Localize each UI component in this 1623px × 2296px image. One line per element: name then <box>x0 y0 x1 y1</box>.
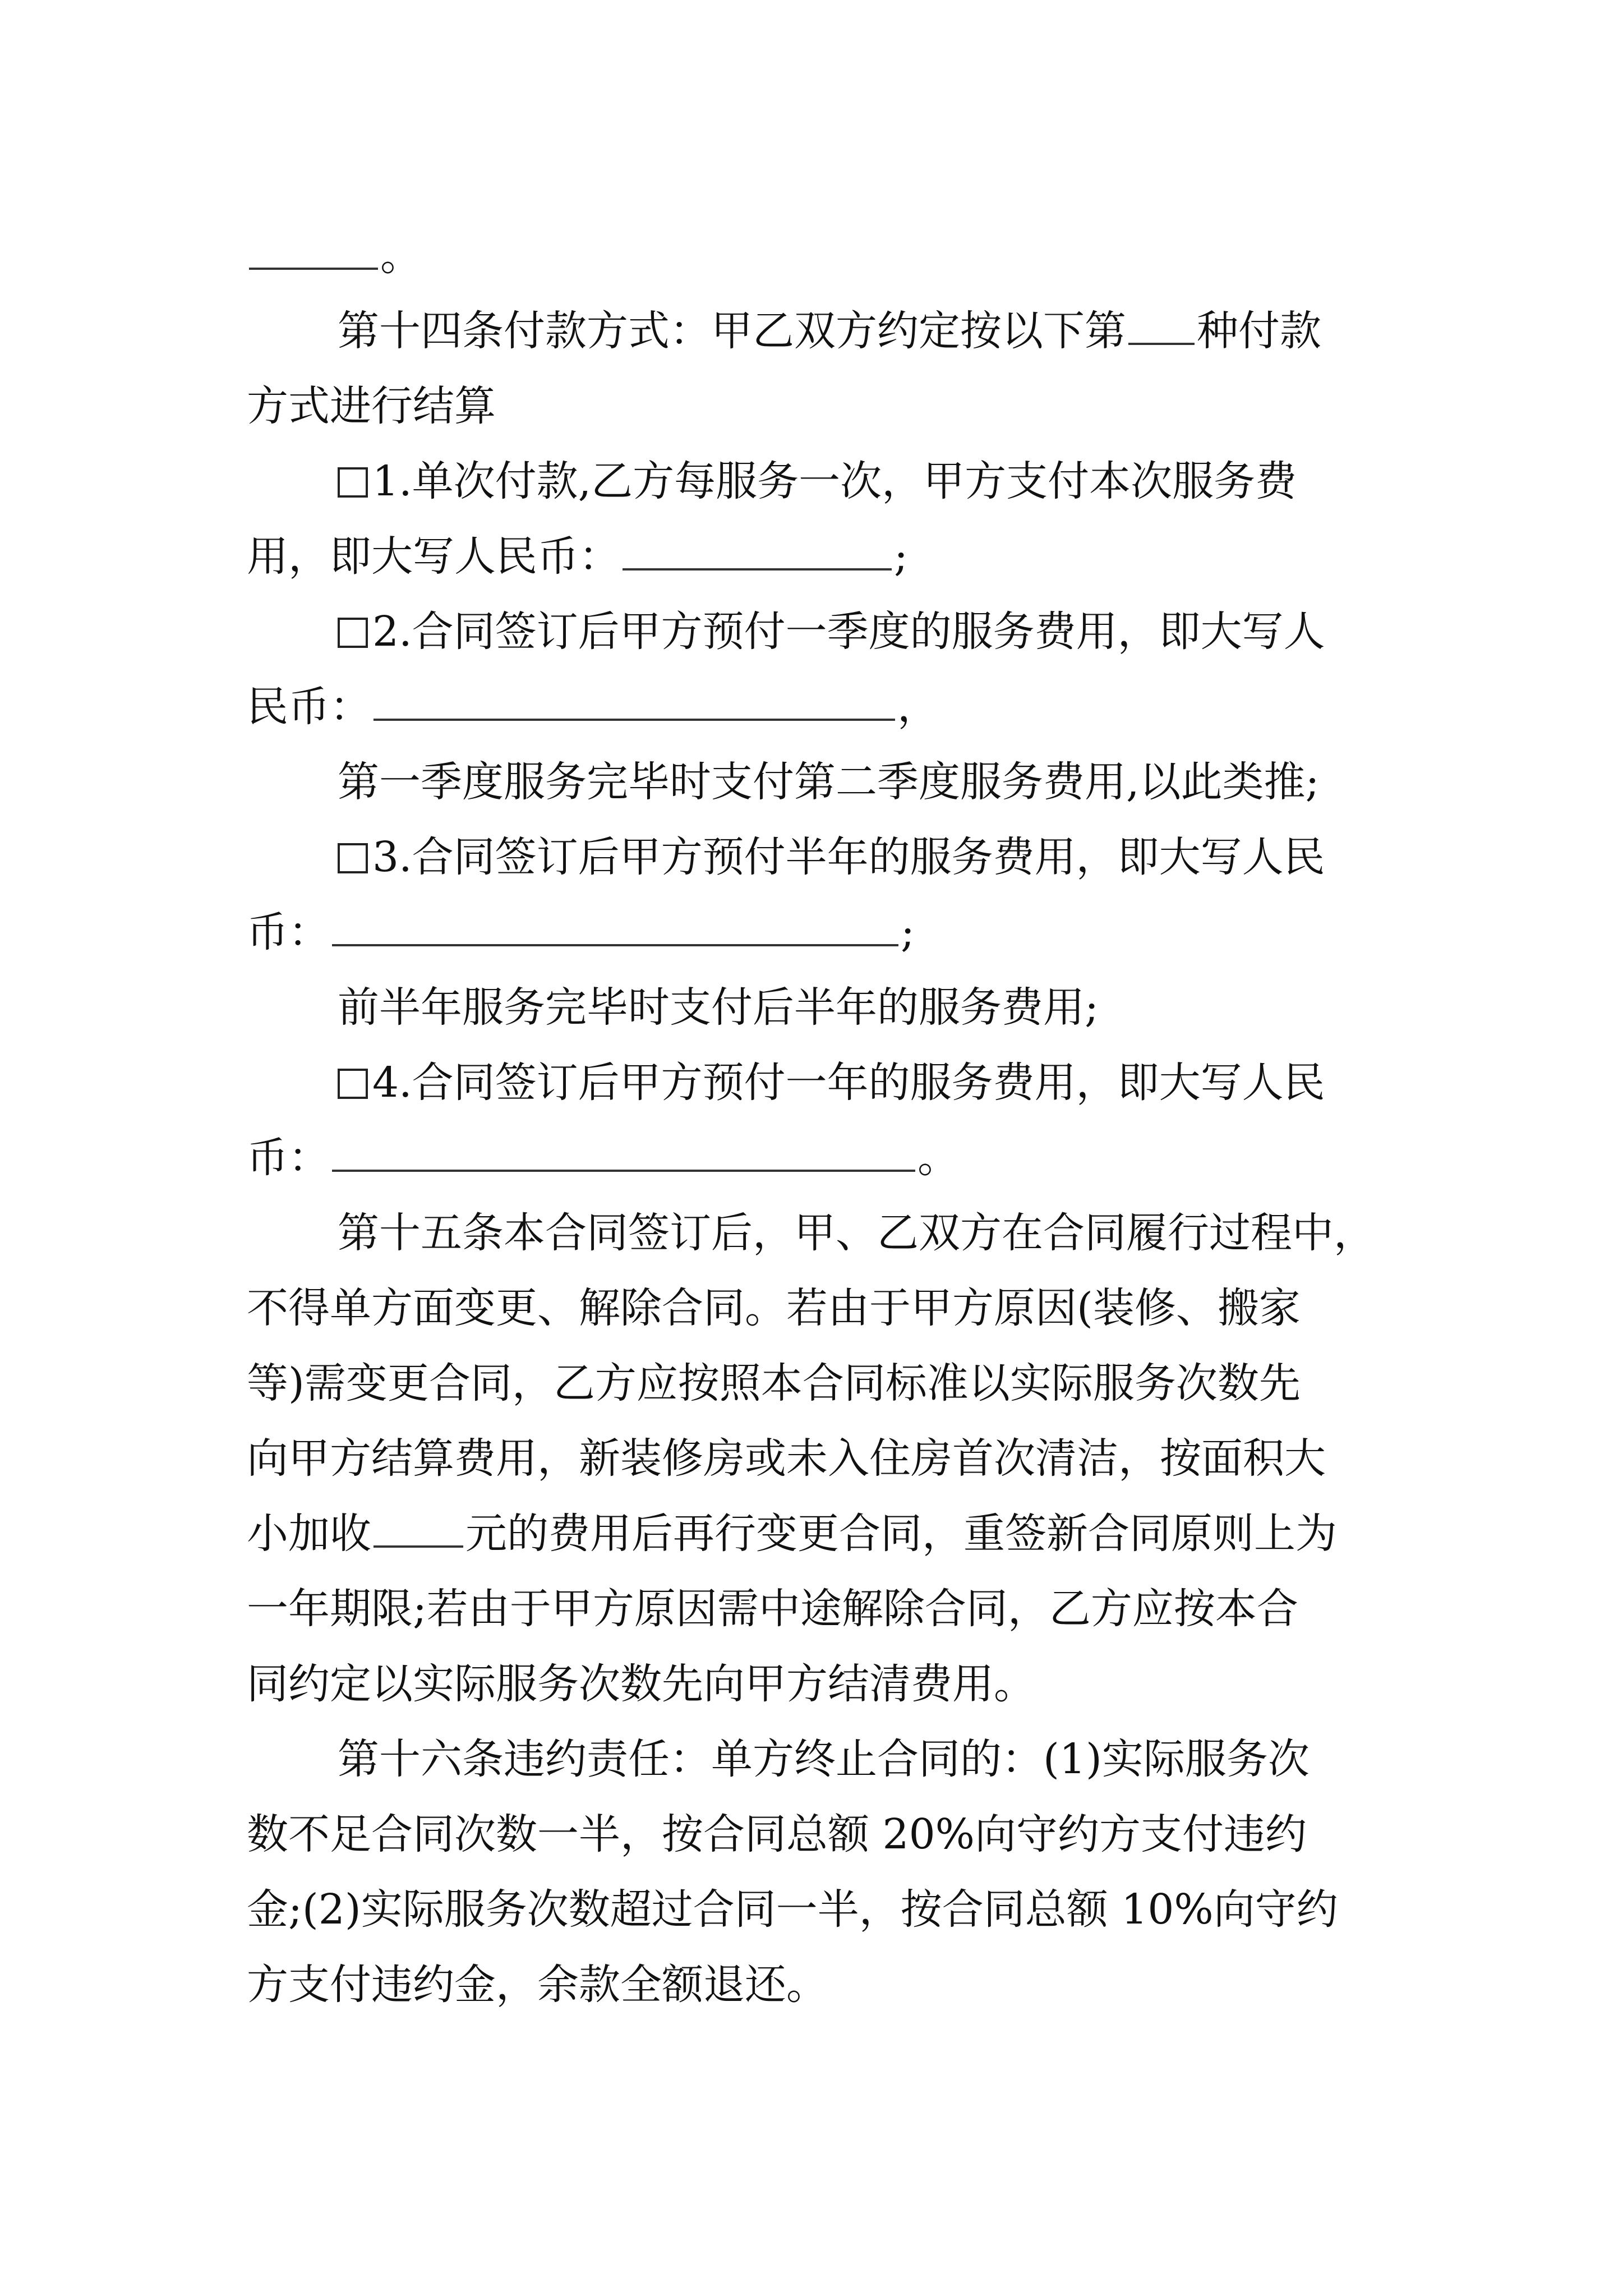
text-fragment: 方式进行结算 <box>247 382 496 430</box>
text-fragment: 币： <box>247 1134 330 1182</box>
text-fragment: 第十五条本合同签订后，甲、乙双方在合同履行过程中， <box>338 1209 1375 1257</box>
text-line <box>338 968 1623 1047</box>
amount-blank-option-4[interactable] <box>332 1136 915 1172</box>
text-fragment: 4.合同签订后甲方预付一年的服务费用，即大写人民 <box>372 1059 1325 1107</box>
text-fragment: 3.合同签订后甲方预付半年的服务费用，即大写人民 <box>372 833 1325 881</box>
text-line <box>247 367 1623 445</box>
text-line <box>247 1419 1623 1498</box>
text-fragment: 2.合同签订后甲方预付一季度的服务费用，即大写人 <box>372 608 1325 656</box>
text-fragment: ， <box>897 683 939 731</box>
text-fragment: 向甲方结算费用，新装修房或未入住房首次清洁，按面积大 <box>247 1434 1326 1483</box>
payment-option-3 <box>338 818 1623 896</box>
text-line <box>247 1870 1623 1949</box>
text-fragment: 不得单方面变更、解除合同。若由于甲方原因(装修、搬家 <box>247 1284 1301 1332</box>
text-line <box>338 743 1623 821</box>
text-line <box>247 1570 1623 1648</box>
text-fragment: 小加收 <box>247 1510 371 1558</box>
text-fragment: ; <box>894 532 908 581</box>
text-line <box>247 1344 1623 1423</box>
checkbox-option-3[interactable] <box>338 843 368 873</box>
fill-in-blank[interactable] <box>249 234 378 270</box>
payment-option-2 <box>338 592 1623 671</box>
text-line <box>247 1119 1623 1197</box>
payment-option-4 <box>338 1043 1623 1122</box>
text-line <box>247 517 1623 596</box>
text-fragment: 币： <box>247 908 330 956</box>
text-fragment: 。 <box>380 232 422 280</box>
checkbox-option-1[interactable] <box>338 467 368 498</box>
surcharge-blank[interactable] <box>374 1512 463 1548</box>
text-fragment: ; <box>901 908 915 956</box>
amount-blank-option-1[interactable] <box>623 535 892 570</box>
text-fragment: 一年期限;若由于甲方原因需中途解除合同，乙方应按本合 <box>247 1585 1298 1633</box>
text-fragment: 金;(2)实际服务次数超过合同一半，按合同总额 10%向守约 <box>247 1885 1338 1934</box>
text-line <box>247 1795 1623 1874</box>
text-fragment: 用，即大写人民币： <box>247 532 620 581</box>
text-line <box>247 1494 1623 1573</box>
text-line <box>247 1945 1623 2024</box>
text-fragment: 同约定以实际服务次数先向甲方结清费用。 <box>247 1660 1035 1708</box>
text-fragment: 第十六条违约责任：单方终止合同的：(1)实际服务次 <box>338 1735 1310 1783</box>
checkbox-option-2[interactable] <box>338 618 368 648</box>
checkbox-option-4[interactable] <box>338 1069 368 1099</box>
text-line <box>247 893 1623 972</box>
text-line <box>247 1645 1623 1723</box>
text-fragment: 元的费用后再行变更合同，重签新合同原则上为 <box>465 1510 1337 1558</box>
text-fragment: 种付款 <box>1197 307 1321 355</box>
article-15-heading <box>338 1194 1623 1272</box>
text-line <box>247 1269 1623 1347</box>
article-16-heading <box>338 1720 1623 1798</box>
payment-option-blank[interactable] <box>1128 309 1195 345</box>
text-fragment: 前半年服务完毕时支付后半年的服务费用; <box>338 983 1099 1032</box>
text-line <box>247 668 1623 746</box>
text-fragment: 第十四条付款方式：甲乙双方约定按以下第 <box>338 307 1126 355</box>
text-line <box>247 217 1623 295</box>
text-fragment: 第一季度服务完毕时支付第二季度服务费用,以此类推; <box>338 758 1320 806</box>
text-fragment: 方支付违约金，余款全额退还。 <box>247 1961 828 2009</box>
amount-blank-option-2[interactable] <box>374 685 895 721</box>
text-fragment: 等)需变更合同，乙方应按照本合同标准以实际服务次数先 <box>247 1359 1301 1407</box>
article-14-heading <box>338 292 1623 370</box>
text-fragment: 民币： <box>247 683 371 731</box>
text-fragment: 数不足合同次数一半，按合同总额 20%向守约方支付违约 <box>247 1810 1307 1858</box>
amount-blank-option-3[interactable] <box>332 910 898 946</box>
payment-option-1 <box>338 442 1623 521</box>
text-fragment: 1.单次付款,乙方每服务一次，甲方支付本次服务费 <box>372 457 1297 505</box>
text-fragment: 。 <box>917 1134 959 1182</box>
